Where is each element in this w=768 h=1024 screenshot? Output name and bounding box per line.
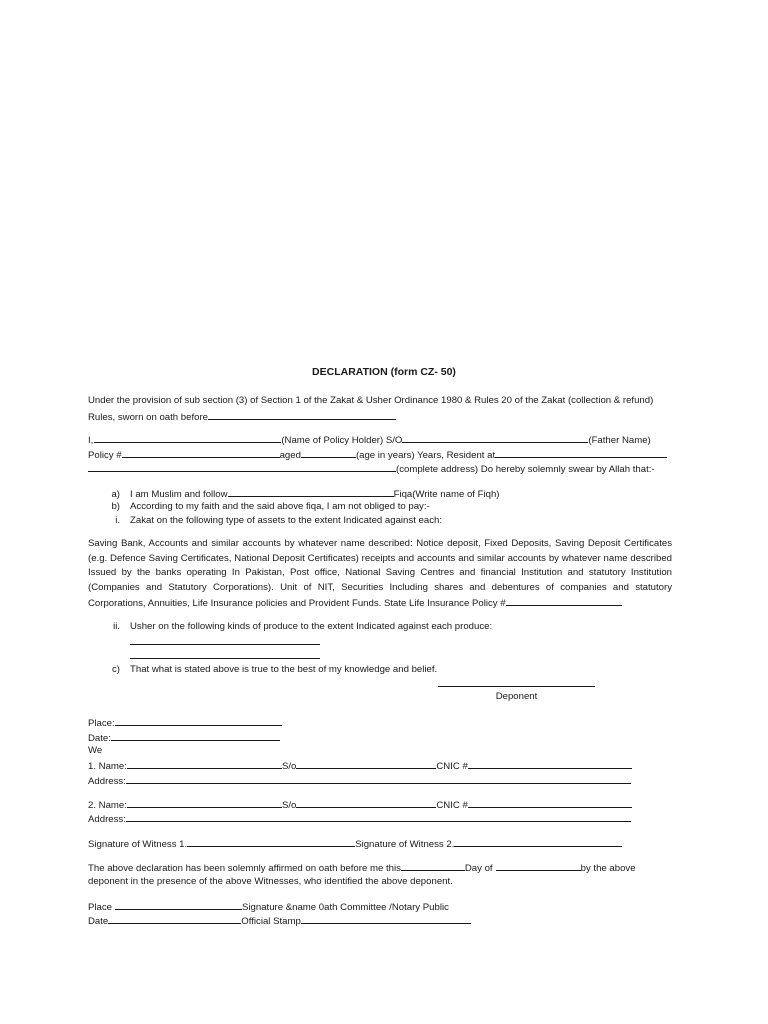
form-title: DECLARATION (form CZ- 50) [312,366,456,378]
witness-1-so-field[interactable] [296,758,436,769]
witness-2-address-field[interactable] [126,811,631,822]
witness-2-signature-field[interactable] [454,836,622,847]
produce-field-2[interactable] [130,648,320,659]
age-field[interactable] [301,447,356,458]
footer-place-line: Place Signature &name 0ath Committee /Notary Public [88,899,449,915]
state-life-policy-field[interactable] [506,595,622,606]
place-field[interactable] [115,715,282,726]
footer-place-field[interactable] [115,899,242,910]
witness-signatures-line: Signature of Witness 1. Signature of Witness 2. [88,836,622,852]
witness-2-address-line: Address: [88,811,631,827]
deponent-label: Deponent [495,691,538,702]
witness-2-so-field[interactable] [296,797,436,808]
affirmation-line-1: The above declaration has been solemnly affirmed on oath before me this Day of by the above [88,860,636,876]
fiqa-field[interactable] [228,486,394,497]
date-line: Date: [88,730,280,746]
item-c: c) That what is stated above is true to the best of my knowledge and belief. [112,664,438,675]
father-name-field[interactable] [402,432,588,443]
place-line: Place: [88,715,282,731]
witness-1-cnic-field[interactable] [468,758,632,769]
witness-1-address-field[interactable] [126,773,631,784]
produce-line-2 [130,648,320,664]
intro-line-2: Rules, sworn on oath before [88,409,396,425]
footer-date-line: Date Official Stamp [88,913,471,929]
item-ii: ii. Usher on the following kinds of produce to the extent Indicated against each produce: [113,621,493,632]
deponent-signature-field[interactable] [438,686,595,687]
date-field[interactable] [111,730,280,741]
witness-2-cnic-field[interactable] [468,797,632,808]
address-line: (complete address) Do hereby solemnly swear by Allah that:- [88,461,655,477]
policy-holder-name-field[interactable] [94,432,281,443]
intro-line-1: Under the provision of sub section (3) of Section 1 of the Zakat & Usher Ordinance 1980 & Rules 20 of the Zakat (collection & refund) [88,395,654,406]
item-a: a) I am Muslim and follow Fiqa(Write name of Fiqh) [88,486,500,502]
produce-field-1[interactable] [130,634,320,645]
witness-1-address-line: Address: [88,773,631,789]
assets-paragraph: Saving Bank, Accounts and similar accounts by whatever name described: Notice deposit, Fixed Deposits, Saving Deposit Certificates (e.g. Defence Saving Certificates, National Deposit Certificates) receipts and accounts and similar accounts by whatever name described Issued by the banks operating In Pakistan, Post office, National Saving Centres and financial Institution and statutory Institution (Companies and Statutory Corporations). Unit of NIT, Securities Including shares and debentures of companies and statutory Corporations, Annuities, Life Insurance policies and Provident Funds. State Life Insurance Policy # [88,538,672,610]
witness-2-name-field[interactable] [127,797,282,808]
official-stamp-field[interactable] [301,913,471,924]
holder-line: I, (Name of Policy Holder) S/O (Father Name) [88,432,651,448]
affirmation-line-2: deponent in the presence of the above Witnesses, who identified the above deponent. [88,876,453,887]
sworn-before-field[interactable] [208,409,396,420]
we-label: We [88,745,103,756]
footer-date-field[interactable] [108,913,241,924]
resident-at-field[interactable] [495,447,667,458]
policy-number-field[interactable] [122,447,280,458]
complete-address-field[interactable] [88,461,396,472]
affirmation-month-field[interactable] [496,860,581,871]
item-i: i. Zakat on the following type of assets to the extent Indicated against each: [115,515,442,526]
witness-1-line: 1. Name: S/o CNIC # [88,758,632,774]
policy-line: Policy # aged (age in years) Years, Resident at [88,447,667,463]
affirmation-day-field[interactable] [401,860,465,871]
item-b: b) According to my faith and the said above fiqa, I am not obliged to pay:- [111,501,430,512]
witness-1-name-field[interactable] [127,758,282,769]
witness-1-signature-field[interactable] [187,836,355,847]
witness-2-line: 2. Name: S/o CNIC # [88,797,632,813]
